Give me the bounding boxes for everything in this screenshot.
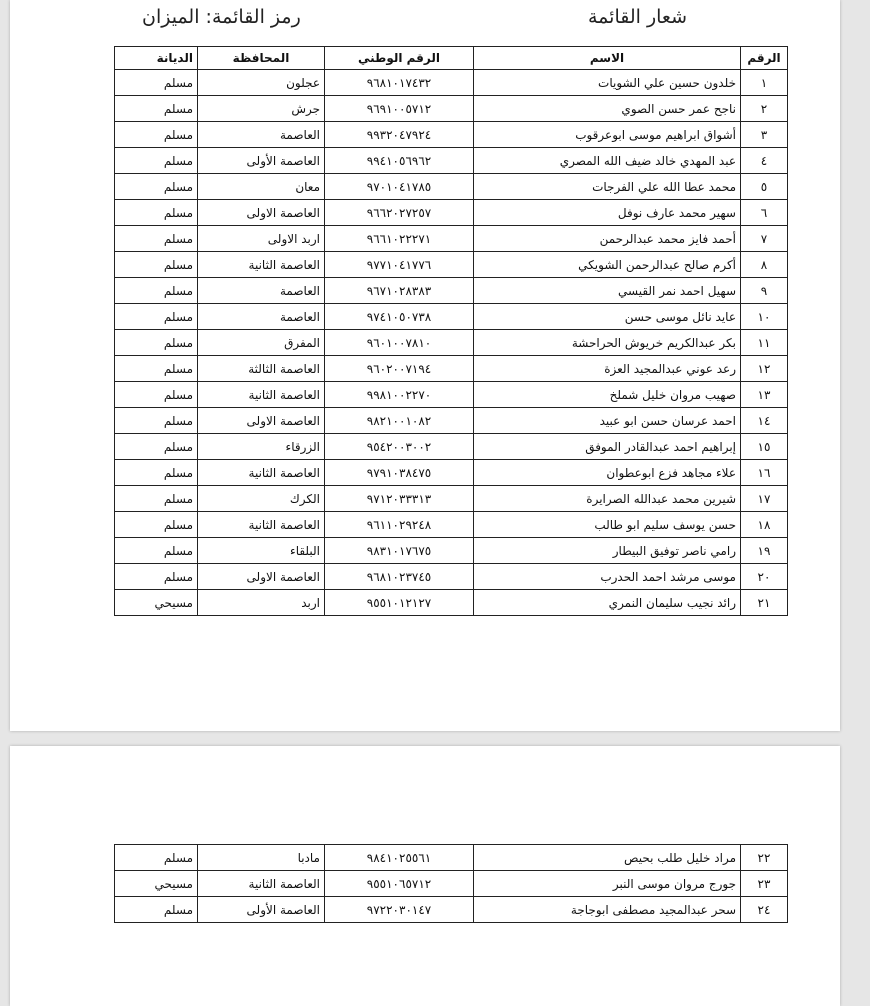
table-row (115, 408, 788, 434)
cell-number: ١٦ (741, 460, 788, 486)
cell-name: صهيب مروان خليل شملخ (474, 382, 741, 408)
cell-governorate: العاصمة الاولى (198, 564, 325, 590)
cell-religion: مسلم (115, 512, 198, 538)
cell-name: شيرين محمد عبدالله الصرايرة (474, 486, 741, 512)
cell-governorate: العاصمة الأولى (198, 897, 325, 923)
cell-governorate: عجلون (198, 70, 325, 96)
cell-governorate: معان (198, 174, 325, 200)
cell-number: ١٨ (741, 512, 788, 538)
table-row (115, 897, 788, 923)
document-page-1 (10, 0, 840, 731)
table-row (115, 122, 788, 148)
cell-national-id: ٩٨٤١٠٢٥٥٦١ (325, 845, 474, 871)
cell-name: أحمد فايز محمد عبدالرحمن (474, 226, 741, 252)
cell-name: خلدون حسين علي الشويات (474, 70, 741, 96)
cell-national-id: ٩٦٨١٠٢٣٧٤٥ (325, 564, 474, 590)
table-header-row (115, 47, 788, 70)
list-slogan-heading: شعار القائمة (588, 6, 688, 28)
cell-religion: مسلم (115, 897, 198, 923)
table-row (115, 590, 788, 616)
cell-number: ٩ (741, 278, 788, 304)
table-row (115, 486, 788, 512)
cell-number: ٢٢ (741, 845, 788, 871)
table-row (115, 382, 788, 408)
table-row (115, 512, 788, 538)
cell-governorate: العاصمة الثانية (198, 382, 325, 408)
cell-number: ٨ (741, 252, 788, 278)
cell-number: ٢٣ (741, 871, 788, 897)
cell-governorate: العاصمة الثانية (198, 512, 325, 538)
table-row (115, 148, 788, 174)
cell-governorate: اربد الاولى (198, 226, 325, 252)
cell-number: ١٠ (741, 304, 788, 330)
cell-national-id: ٩٦٩١٠٠٥٧١٢ (325, 96, 474, 122)
table-row (115, 174, 788, 200)
cell-name: سحر عبدالمجيد مصطفى ابوجاجة (474, 897, 741, 923)
candidates-table-continued (114, 844, 788, 923)
cell-governorate: الزرقاء (198, 434, 325, 460)
cell-number: ٥ (741, 174, 788, 200)
cell-name: رامي ناصر توفيق البيطار (474, 538, 741, 564)
cell-number: ٤ (741, 148, 788, 174)
cell-name: سهير محمد عارف نوفل (474, 200, 741, 226)
cell-religion: مسلم (115, 564, 198, 590)
cell-number: ٣ (741, 122, 788, 148)
cell-national-id: ٩٦٦١٠٢٢٢٧١ (325, 226, 474, 252)
cell-number: ٢٤ (741, 897, 788, 923)
cell-governorate: العاصمة (198, 278, 325, 304)
cell-number: ١ (741, 70, 788, 96)
cell-national-id: ٩٥٥١٠١٢١٢٧ (325, 590, 474, 616)
cell-governorate: العاصمة الأولى (198, 148, 325, 174)
cell-religion: مسلم (115, 174, 198, 200)
cell-religion: مسلم (115, 278, 198, 304)
cell-number: ١٥ (741, 434, 788, 460)
cell-religion: مسلم (115, 330, 198, 356)
cell-governorate: مادبا (198, 845, 325, 871)
cell-national-id: ٩٦٧١٠٢٨٣٨٣ (325, 278, 474, 304)
cell-number: ١١ (741, 330, 788, 356)
cell-name: ناجح عمر حسن الصوي (474, 96, 741, 122)
cell-religion: مسلم (115, 434, 198, 460)
cell-national-id: ٩٦٠١٠٠٧٨١٠ (325, 330, 474, 356)
cell-religion: مسلم (115, 845, 198, 871)
cell-number: ٢١ (741, 590, 788, 616)
cell-religion: مسيحي (115, 871, 198, 897)
table-row (115, 564, 788, 590)
cell-national-id: ٩٧٩١٠٣٨٤٧٥ (325, 460, 474, 486)
cell-religion: مسلم (115, 122, 198, 148)
cell-national-id: ٩٧٤١٠٥٠٧٣٨ (325, 304, 474, 330)
cell-number: ١٣ (741, 382, 788, 408)
cell-governorate: العاصمة الثانية (198, 460, 325, 486)
cell-religion: مسلم (115, 304, 198, 330)
cell-name: علاء مجاهد فزع ابوعطوان (474, 460, 741, 486)
table-row (115, 538, 788, 564)
cell-number: ١٤ (741, 408, 788, 434)
cell-national-id: ٩٨٣١٠١٧٦٧٥ (325, 538, 474, 564)
cell-religion: مسلم (115, 200, 198, 226)
cell-governorate: العاصمة الاولى (198, 408, 325, 434)
table-row (115, 356, 788, 382)
table-row (115, 96, 788, 122)
cell-religion: مسلم (115, 252, 198, 278)
cell-name: رعد عوني عبدالمجيد العزة (474, 356, 741, 382)
cell-religion: مسلم (115, 226, 198, 252)
column-header-religion: الديانة (115, 47, 198, 70)
cell-name: عبد المهدي خالد ضيف الله المصري (474, 148, 741, 174)
cell-national-id: ٩٦٨١٠١٧٤٣٢ (325, 70, 474, 96)
cell-national-id: ٩٧١٢٠٣٣٣١٣ (325, 486, 474, 512)
cell-religion: مسيحي (115, 590, 198, 616)
table-row (115, 845, 788, 871)
cell-governorate: العاصمة الثانية (198, 871, 325, 897)
cell-national-id: ٩٦٠٢٠٠٧١٩٤ (325, 356, 474, 382)
cell-religion: مسلم (115, 382, 198, 408)
table-row (115, 200, 788, 226)
document-page-2 (10, 746, 840, 1006)
cell-national-id: ٩٦٦٢٠٢٧٢٥٧ (325, 200, 474, 226)
cell-religion: مسلم (115, 408, 198, 434)
cell-governorate: العاصمة (198, 304, 325, 330)
cell-number: ١٢ (741, 356, 788, 382)
table-row (115, 70, 788, 96)
cell-number: ١٧ (741, 486, 788, 512)
cell-number: ١٩ (741, 538, 788, 564)
cell-governorate: المفرق (198, 330, 325, 356)
table-row (115, 434, 788, 460)
cell-name: جورج مروان موسى النبر (474, 871, 741, 897)
cell-governorate: الكرك (198, 486, 325, 512)
cell-national-id: ٩٧٢٢٠٣٠١٤٧ (325, 897, 474, 923)
cell-name: إبراهيم احمد عبدالقادر الموفق (474, 434, 741, 460)
cell-religion: مسلم (115, 486, 198, 512)
cell-national-id: ٩٥٤٢٠٠٣٠٠٢ (325, 434, 474, 460)
cell-name: احمد عرسان حسن ابو عبيد (474, 408, 741, 434)
cell-governorate: العاصمة الثالثة (198, 356, 325, 382)
cell-governorate: اربد (198, 590, 325, 616)
cell-religion: مسلم (115, 538, 198, 564)
cell-national-id: ٩٩٨١٠٠٢٢٧٠ (325, 382, 474, 408)
cell-governorate: العاصمة الثانية (198, 252, 325, 278)
table-row (115, 226, 788, 252)
table-row (115, 330, 788, 356)
cell-name: رائد نجيب سليمان النمري (474, 590, 741, 616)
column-header-governorate: المحافظة (198, 47, 325, 70)
cell-name: حسن يوسف سليم ابو طالب (474, 512, 741, 538)
cell-number: ٦ (741, 200, 788, 226)
cell-number: ٧ (741, 226, 788, 252)
cell-name: مراد خليل طلب بحيص (474, 845, 741, 871)
cell-national-id: ٩٥٥١٠٦٥٧١٢ (325, 871, 474, 897)
column-header-national-id: الرقم الوطني (325, 47, 474, 70)
table-row (115, 304, 788, 330)
cell-governorate: العاصمة الاولى (198, 200, 325, 226)
cell-religion: مسلم (115, 460, 198, 486)
candidates-table (114, 46, 788, 616)
cell-national-id: ٩٨٢١٠٠١٠٨٢ (325, 408, 474, 434)
cell-governorate: جرش (198, 96, 325, 122)
cell-number: ٢ (741, 96, 788, 122)
cell-religion: مسلم (115, 356, 198, 382)
cell-name: سهيل احمد نمر القيسي (474, 278, 741, 304)
cell-name: أشواق ابراهيم موسى ابوعرقوب (474, 122, 741, 148)
cell-national-id: ٩٩٤١٠٥٦٩٦٢ (325, 148, 474, 174)
table-row (115, 278, 788, 304)
cell-governorate: البلقاء (198, 538, 325, 564)
cell-national-id: ٩٩٣٢٠٤٧٩٢٤ (325, 122, 474, 148)
cell-national-id: ٩٧٧١٠٤١٧٧٦ (325, 252, 474, 278)
cell-religion: مسلم (115, 96, 198, 122)
cell-name: عايد نائل موسى حسن (474, 304, 741, 330)
cell-religion: مسلم (115, 148, 198, 174)
cell-religion: مسلم (115, 70, 198, 96)
table-row (115, 460, 788, 486)
cell-name: موسى مرشد احمد الحدرب (474, 564, 741, 590)
column-header-name: الاسم (474, 47, 741, 70)
table-row (115, 252, 788, 278)
list-symbol-heading: رمز القائمة: الميزان (142, 6, 301, 28)
cell-national-id: ٩٦١١٠٢٩٢٤٨ (325, 512, 474, 538)
cell-name: بكر عبدالكريم خريوش الحراحشة (474, 330, 741, 356)
cell-number: ٢٠ (741, 564, 788, 590)
cell-name: محمد عطا الله علي الفرجات (474, 174, 741, 200)
column-header-number: الرقم (741, 47, 788, 70)
cell-national-id: ٩٧٠١٠٤١٧٨٥ (325, 174, 474, 200)
cell-governorate: العاصمة (198, 122, 325, 148)
table-row (115, 871, 788, 897)
cell-name: أكرم صالح عبدالرحمن الشويكي (474, 252, 741, 278)
